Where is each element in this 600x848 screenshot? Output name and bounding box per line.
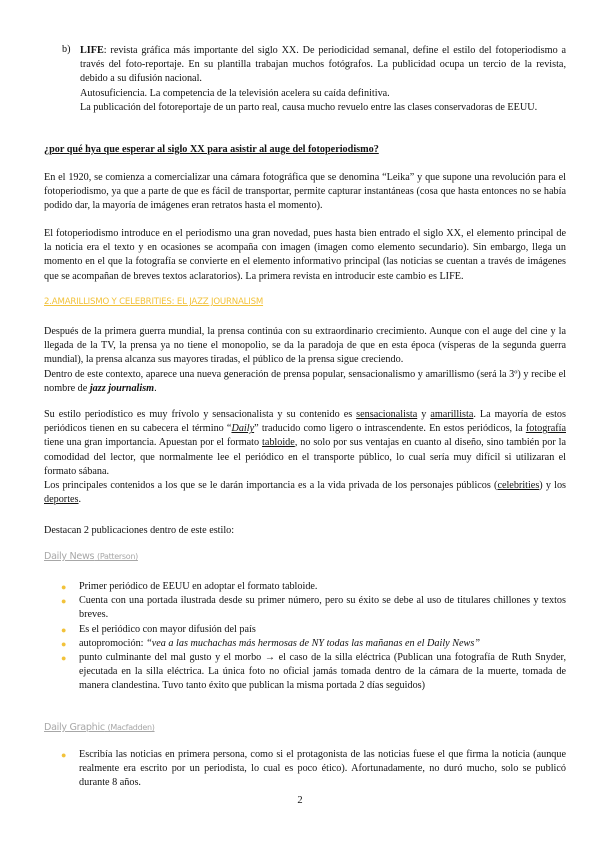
link-daily[interactable]: Daily (231, 423, 255, 435)
paragraph-destacan: Destacan 2 publicaciones dentro de este estilo: (44, 525, 235, 536)
link-deportes[interactable]: deportes (44, 494, 79, 506)
subheading-daily-graphic: Daily Graphic (Macfadden) (44, 722, 155, 733)
page-number: 2 (297, 795, 303, 806)
list-item: ● Es el periódico con mayor difusión del país (44, 623, 566, 637)
bullet-icon: ● (61, 582, 67, 592)
list-item: ● Cuenta con una portada ilustrada desde su primer número, pero su éxito se debe al uso de titulares chillones y textos breves. (61, 595, 566, 621)
link-fotografia[interactable]: fotografía (525, 423, 566, 435)
jazz-journalism-term: jazz journalism (89, 382, 155, 394)
list-item: ● punto culminante del mal gusto y el morbo → el caso de la silla eléctrica (Publican una fotografía de Ruth Snyder, ejecutada en la silla eléctrica. La única foto no oficial jamás tomada dentro de la cámara de la muerte, tomada de manera clandestina. Tuvo tanto éxito que publican la misma portada 2 días seguidos) (61, 652, 566, 692)
paragraph-estilo: Su estilo periodístico es muy frívolo y sensacionalista y su contenido es sensacionalista y amarillista. La mayoría de estos periódicos tienen en su cabecera el término “Daily” traducido como ligero o intrascendente. En estos periódicos, la fotografía tiene una gran importancia. Apuestan por el formato tabloide, no solo por sus ventajas en cuanto al diseño, sino también por la comodidad del lector, que normalmente lee el periódico en el transporte público, lo cual sería muy difícil si utilizaran el formato sábana. Los principales contenidos a los que se le darán importancia es a la vida privada de los personajes públicos (celebrities) y los deportes. (44, 408, 566, 507)
subheading-daily-news: Daily News (Patterson) (44, 551, 138, 562)
bullet-icon: ● (61, 750, 67, 760)
list-item: ● Primer periódico de EEUU en adoptar el formato tabloide. (44, 580, 566, 594)
list-daily-news (44, 580, 566, 694)
paragraph-jazz-journalism: Dentro de este contexto, aparece una nueva generación de prensa popular, sensacionalismo y amarillismo (será la 3º) y recibe el nombre de jazz journalism. (44, 368, 566, 394)
paragraph-contenidos: Los principales contenidos a los que se le darán importancia es a la vida privada de los personajes públicos (celebrities) y los deportes. (44, 480, 567, 506)
life-line-3: La publicación del fotoreportaje de un parto real, causa mucho revuelo entre las clases conservadoras de EEUU. (80, 101, 538, 113)
link-celebrities[interactable]: celebrities (497, 480, 540, 492)
paragraph-fotoperiodismo: El fotoperiodismo introduce en el periodismo una gran novedad, pues hasta bien entrado el siglo XX, el elemento principal de la noticia era el texto y en ocasiones se acompaña con imagen (imagen como elemento secundario). Sin embargo, llega un momento en el que la fotografía se convierte en el elemento informativo principal (las noticias se cuentan a través de imágenes que se acompañan de breves textos aclaratorios). La primera revista en introducir este cambio es LIFE. (44, 228, 566, 282)
life-line-2: Autosuficiencia. La competencia de la televisión acelera su caída definitiva. (80, 87, 390, 99)
bullet-icon: ● (61, 638, 67, 649)
link-sensacionalista[interactable]: sensacionalista (356, 409, 418, 420)
link-amarillista[interactable]: amarillista (430, 409, 474, 420)
life-description: : revista gráfica más importante del siglo XX. De periodicidad semanal, define el estilo del fotoperiodismo a través del foto-reportaje. En su plantilla trabajan muchos fotógrafos. La publicidad ocupa un tercio de la revista, debido a su difusión nacional. (80, 45, 566, 85)
bullet-icon: ● (61, 596, 67, 607)
paragraph-posguerra: Después de la primera guerra mundial, la prensa continúa con su extraordinario crecimiento. Aunque con el auge del cine y la llegada de la TV, la prensa ya no tiene el monopolio, se da la paradoja de que en esta época (vísperas de la segunda guerra mundial), la prensa alcanza sus mayores tiradas, el público de la prensa sigue creciendo. Dentro de este contexto, aparece una nueva generación de prensa popular, sensacionalismo y amarillismo (será la 3º) y recibe el nombre de jazz journalism. (44, 325, 566, 396)
list-daily-graphic (44, 748, 566, 791)
section-title: 2.AMARILLISMO Y CELEBRITIES: EL JAZZ JOURNALISM (44, 297, 264, 307)
list-item: ● Escribía las noticias en primera persona, como si el protagonista de las noticias fuese el que firma la noticia (aunque realmente era escrito por un periodista, lo cual es poco ético). Afortunadamente, no duró mucho, solo se publicó durante 8 años. (61, 749, 566, 789)
bullet-icon: ● (61, 624, 67, 635)
bullet-icon: ● (61, 653, 67, 664)
list-item-life (62, 44, 566, 115)
item-marker: b) (62, 44, 71, 55)
life-title: LIFE (80, 45, 104, 56)
link-tabloide[interactable]: tabloide (261, 437, 295, 449)
question-heading: ¿por qué hya que esperar al siglo XX para asistir al auge del fotoperiodismo? (44, 144, 379, 155)
list-item: ● autopromoción: “vea a las muchachas más hermosas de NY todas las mañanas en el Daily News” (44, 637, 566, 651)
paragraph-leika: En el 1920, se comienza a comercializar una cámara fotográfica que se denomina “Leika” y que supone una revolución para el fotoperiodismo, ya que a parte de que es fácil de transportar, permite capturar instantáneas (cosa que hasta entonces no se había podido dar, la mayoría de imágenes eran retratos hasta el momento). (44, 172, 566, 212)
